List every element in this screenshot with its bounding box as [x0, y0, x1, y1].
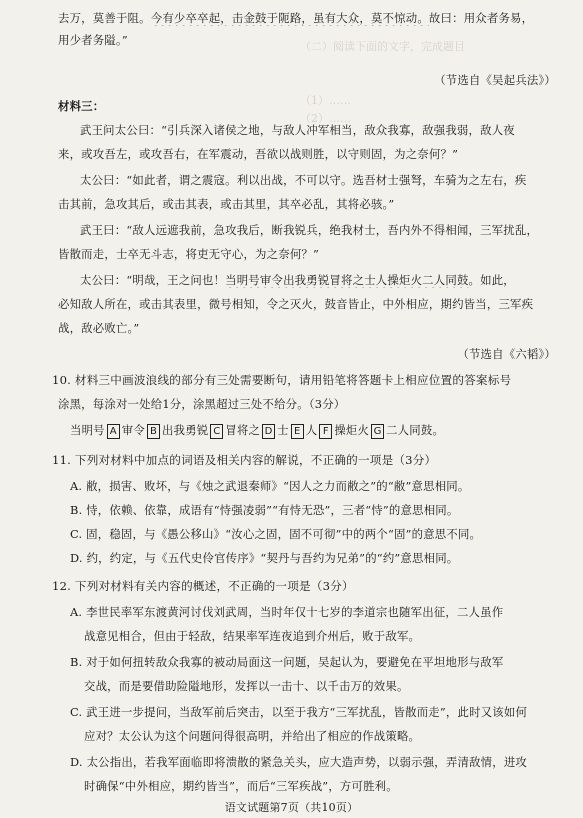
- q12-option-d-line2: 时确保“中外相应，期约皆当”，而后“三军疾战”，方可胜利。: [84, 779, 398, 793]
- answer-mark-box: G: [371, 424, 384, 439]
- material3-heading: 材料三：: [58, 99, 105, 113]
- passage-top-line-1: 去万，莫善于阻。今有少卒卒起，击金鼓于阨路，虽有大众，莫不惊动。故曰：用众者务易，: [58, 11, 534, 25]
- bleed-through-text: （1）……: [300, 94, 351, 107]
- q11-option-b: B. 恃，依赖、依靠，成语有“恃强凌弱”“有恃无恐”，三者“恃”的意思相同。: [70, 503, 459, 517]
- source-wuqi: （节选自《吴起兵法》）: [434, 73, 556, 87]
- material3-p4-line2: 必知敌人所在，或击其表里，微号相知，令之灭火，鼓音皆止，中外相应，期约皆当，三军疾: [58, 297, 534, 311]
- material3-p4-line3: 战，敌必败亡。”: [58, 321, 140, 335]
- material3-p2-line1: 太公曰：“如此者，谓之震寇。利以出战，不可以守。选吾材士强弩，车骑为之左右，疾: [80, 173, 527, 187]
- answer-mark-box: B: [147, 424, 160, 439]
- answer-mark-box: E: [291, 424, 304, 439]
- q12-stem: 12. 下列对材料有关内容的概述，不正确的一项是（3分）: [52, 579, 354, 593]
- q11-option-a: A. 敝，损害、败坏，与《烛之武退秦师》“因人之力而敝之”的“敝”意思相同。: [70, 479, 470, 493]
- q12-option-d-line1: D. 太公指出，若我军面临即将溃散的紧急关头，应大造声势，以弱示强，弄清敌情，进攻: [70, 755, 528, 769]
- q10-stem-line1: 10. 材料三中画波浪线的部分有三处需要断句，请用铅笔将答题卡上相应位置的答案标号: [52, 373, 512, 387]
- q12-option-c-line2: 应对？太公认为这个问题问得很高明，并给出了相应的作战策略。: [84, 729, 421, 743]
- answer-mark-box: F: [319, 424, 332, 439]
- material3-p4-line1: 太公曰：“明哉，王之问也！当明号审令出我勇锐冒将之士人操炬火二人同鼓。如此，: [80, 273, 515, 287]
- q12-option-b-line2: 交战，而是要借助险隘地形，发挥以一击十、以千击万的效果。: [84, 679, 409, 693]
- wavy-underline-text: 今有少卒卒起，击金鼓于阨路，虽有大众，莫不惊动。: [150, 11, 429, 25]
- page-footer: 语文试题第7页（共10页）: [224, 801, 359, 814]
- q12-option-b-line1: B. 对于如何扭转敌众我寡的被动局面这一问题，吴起认为，要避免在平坦地形与敌军: [70, 655, 504, 669]
- q11-option-c: C. 固，稳固，与《愚公移山》“汝心之固，固不可彻”中的两个“固”的意思不同。: [70, 527, 482, 541]
- q12-option-c-line1: C. 武王进一步提问，当敌军前后突击，以至于我方“三军扰乱，皆散而走”，此时又该如何: [70, 705, 528, 719]
- passage-top-line-2: 用少者务隘。”: [58, 33, 128, 47]
- q11-option-d: D. 约，约定，与《五代史伶官传序》“契丹与吾约为兄弟”的“约”意思相同。: [70, 551, 459, 565]
- q12-option-a-line2: 战意见相合，但由于轻敌，结果率军连夜追到介州后，败于敌军。: [84, 629, 421, 643]
- answer-mark-box: D: [262, 424, 275, 439]
- q10-stem-line2: 涂黑，每涂对一处给1分，涂黑超过三处不给分。（3分）: [58, 397, 346, 411]
- wavy-underline-text: 当明号审令出我勇锐冒将之士人操炬火二人同鼓: [225, 273, 469, 287]
- source-liutao: （节选自《六韬》）: [457, 347, 556, 361]
- material3-p1-line2: 来，或攻吾左，或攻吾右，在军震动，吾欲以战则胜，以守则固，为之奈何？”: [58, 147, 459, 161]
- q10-sentence: 当明号 A 审令 B 出我勇锐 C 冒将之 D 士 E 人 F 操炬火 G 二人同鼓。: [70, 423, 445, 437]
- q12-option-a-line1: A. 李世民率军东渡黄河讨伐刘武周，当时年仅十七岁的李道宗也随军出征，二人虽作: [70, 605, 504, 619]
- bleed-through-text: （二）阅读下面的文字，完成题目: [300, 40, 465, 53]
- material3-p3-line2: 皆散而走，士卒无斗志，将吏无守心，为之奈何？”: [58, 247, 320, 261]
- material3-p3-line1: 武王曰：“敌人远遮我前，急攻我后，断我锐兵，绝我材士，吾内外不得相闻，三军扰乱，: [80, 223, 539, 237]
- answer-mark-box: A: [107, 424, 120, 439]
- material3-p1-line1: 武王问太公曰：“引兵深入诸侯之地，与敌人冲军相当，敌众我寡，敌强我弱，敌人夜: [80, 123, 515, 137]
- material3-p2-line2: 击其前，急攻其后，或击其表，或击其里，其卒必乱，其将必骇。”: [58, 197, 395, 211]
- q11-stem: 11. 下列对材料中加点的词语及相关内容的解说，不正确的一项是（3分）: [52, 453, 437, 467]
- bleed-through-text: （2）……: [300, 112, 351, 125]
- answer-mark-box: C: [210, 424, 223, 439]
